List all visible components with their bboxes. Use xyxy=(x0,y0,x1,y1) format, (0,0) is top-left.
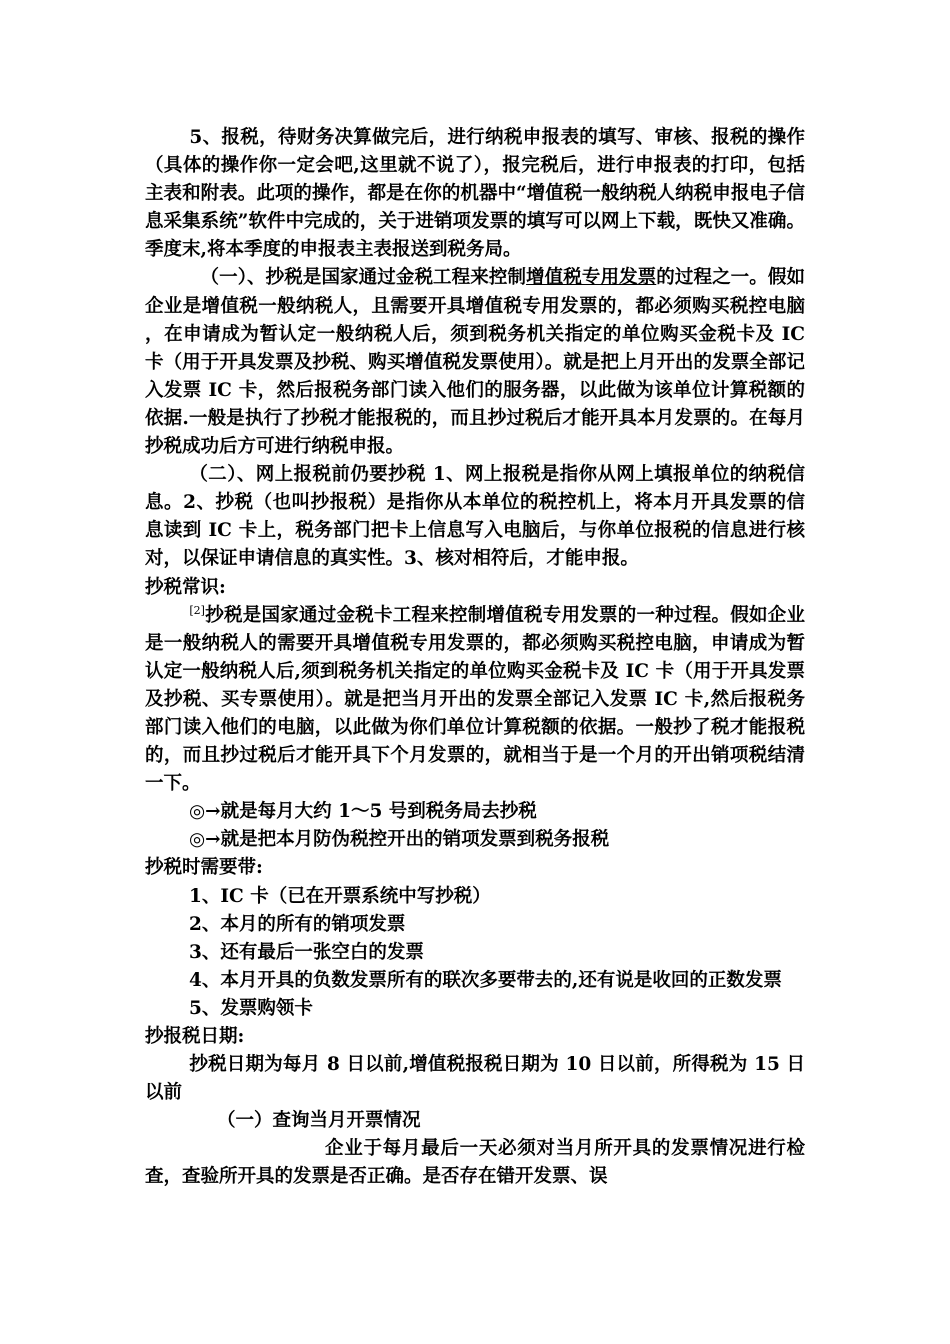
paragraph-online-filing: （二）、网上报税前仍要抄税 1、网上报税是指你从网上填报单位的纳税信息。2、抄税（也叫抄报税）是指你从本单位的税控机上，将本月开具发票的信息读到 IC 卡上，税务部门把卡上信息写入电脑后，与你单位报税的信息进行核对，以保证申请信息的真实性。3、核对相符后，才能申报。 xyxy=(145,464,805,570)
paragraph-tax-copy-rest: 的过程之一。假如企业是增值税一般纳税人，且需要开具增值税专用发票的，都必须购买税控电脑，在申请成为暂认定一般纳税人后，须到税务机关指定的单位购买金税卡及 IC 卡（用于开具发票及抄税、购买增值税发票使用）。就是把上月开出的发票全部记入发票 IC 卡，然后报税务部门读入他们的服务器，以此做为该单位计算税额的依据.一般是执行了抄税才能报税的，而且抄过税后才能开具本月发票的。在每月抄税成功后方可进行纳税申报。 xyxy=(145,267,805,458)
paragraph-tax-copy-definition xyxy=(145,264,805,461)
reference-mark: [2] xyxy=(189,603,205,617)
list-item-3: 3、还有最后一张空白的发票 xyxy=(189,941,424,963)
heading-items-to-bring: 抄税时需要带: xyxy=(145,857,263,879)
list-item-2: 2、本月的所有的销项发票 xyxy=(189,913,406,935)
paragraph-common-knowledge-text: 抄税是国家通过金税卡工程来控制增值税专用发票的一种过程。假如企业是一般纳税人的需要开具增值税专用发票的，都必须购买税控电脑，申请成为暂认定一般纳税人后,须到税务机关指定的单位购买金税卡及 IC 卡（用于开具发票及抄税、买专票使用）。就是把当月开出的发票全部记入发票 IC 卡,然后报税务部门读入他们的电脑，以此做为你们单位计算税额的依据。一般抄了税才能报税的，而且抄过税后才能开具下个月发票的，就相当于是一个月的开出销项税结清一下。 xyxy=(145,604,805,795)
document-body xyxy=(145,124,805,1192)
paragraph-tax-filing: 5、报税，待财务决算做完后，进行纳税申报表的填写、审核、报税的操作（具体的操作你一定会吧,这里就不说了），报完税后，进行申报表的打印，包括主表和附表。此项的操作，都是在你的机器中“增值税一般纳税人纳税申报电子信息采集系统”软件中完成的，关于进销项发票的填写可以网上下载，既快又准确。季度末,将本季度的申报表主表报送到税务局。 xyxy=(145,127,805,261)
paragraph-common-knowledge xyxy=(145,602,805,799)
paragraph-query-invoices: 企业于每月最后一天必须对当月所开具的发票情况进行检查，查验所开具的发票是否正确。是否存在错开发票、误 xyxy=(145,1138,805,1188)
subheading-query-invoices: （一）查询当月开票情况 xyxy=(217,1110,421,1132)
paragraph-tax-copy-start: （一）、抄税是国家通过金税工程来控制 xyxy=(200,267,527,289)
list-item-5: 5、发票购领卡 xyxy=(189,997,313,1019)
bullet-item-2: ◎→就是把本月防伪税控开出的销项发票到税务报税 xyxy=(189,829,610,851)
heading-common-knowledge: 抄税常识: xyxy=(145,576,226,598)
list-item-4: 4、本月开具的负数发票所有的联次多要带去的,还有说是收回的正数发票 xyxy=(189,969,782,991)
list-item-1: 1、IC 卡（已在开票系统中写抄税） xyxy=(189,885,491,907)
paragraph-filing-dates: 抄税日期为每月 8 日以前,增值税报税日期为 10 日以前，所得税为 15 日以前 xyxy=(145,1054,805,1104)
heading-filing-dates: 抄报税日期: xyxy=(145,1026,245,1047)
bullet-item-1: ◎→就是每月大约 1～5 号到税务局去抄税 xyxy=(189,801,537,823)
vat-invoice-link-text: 增值税专用发票 xyxy=(526,267,657,289)
